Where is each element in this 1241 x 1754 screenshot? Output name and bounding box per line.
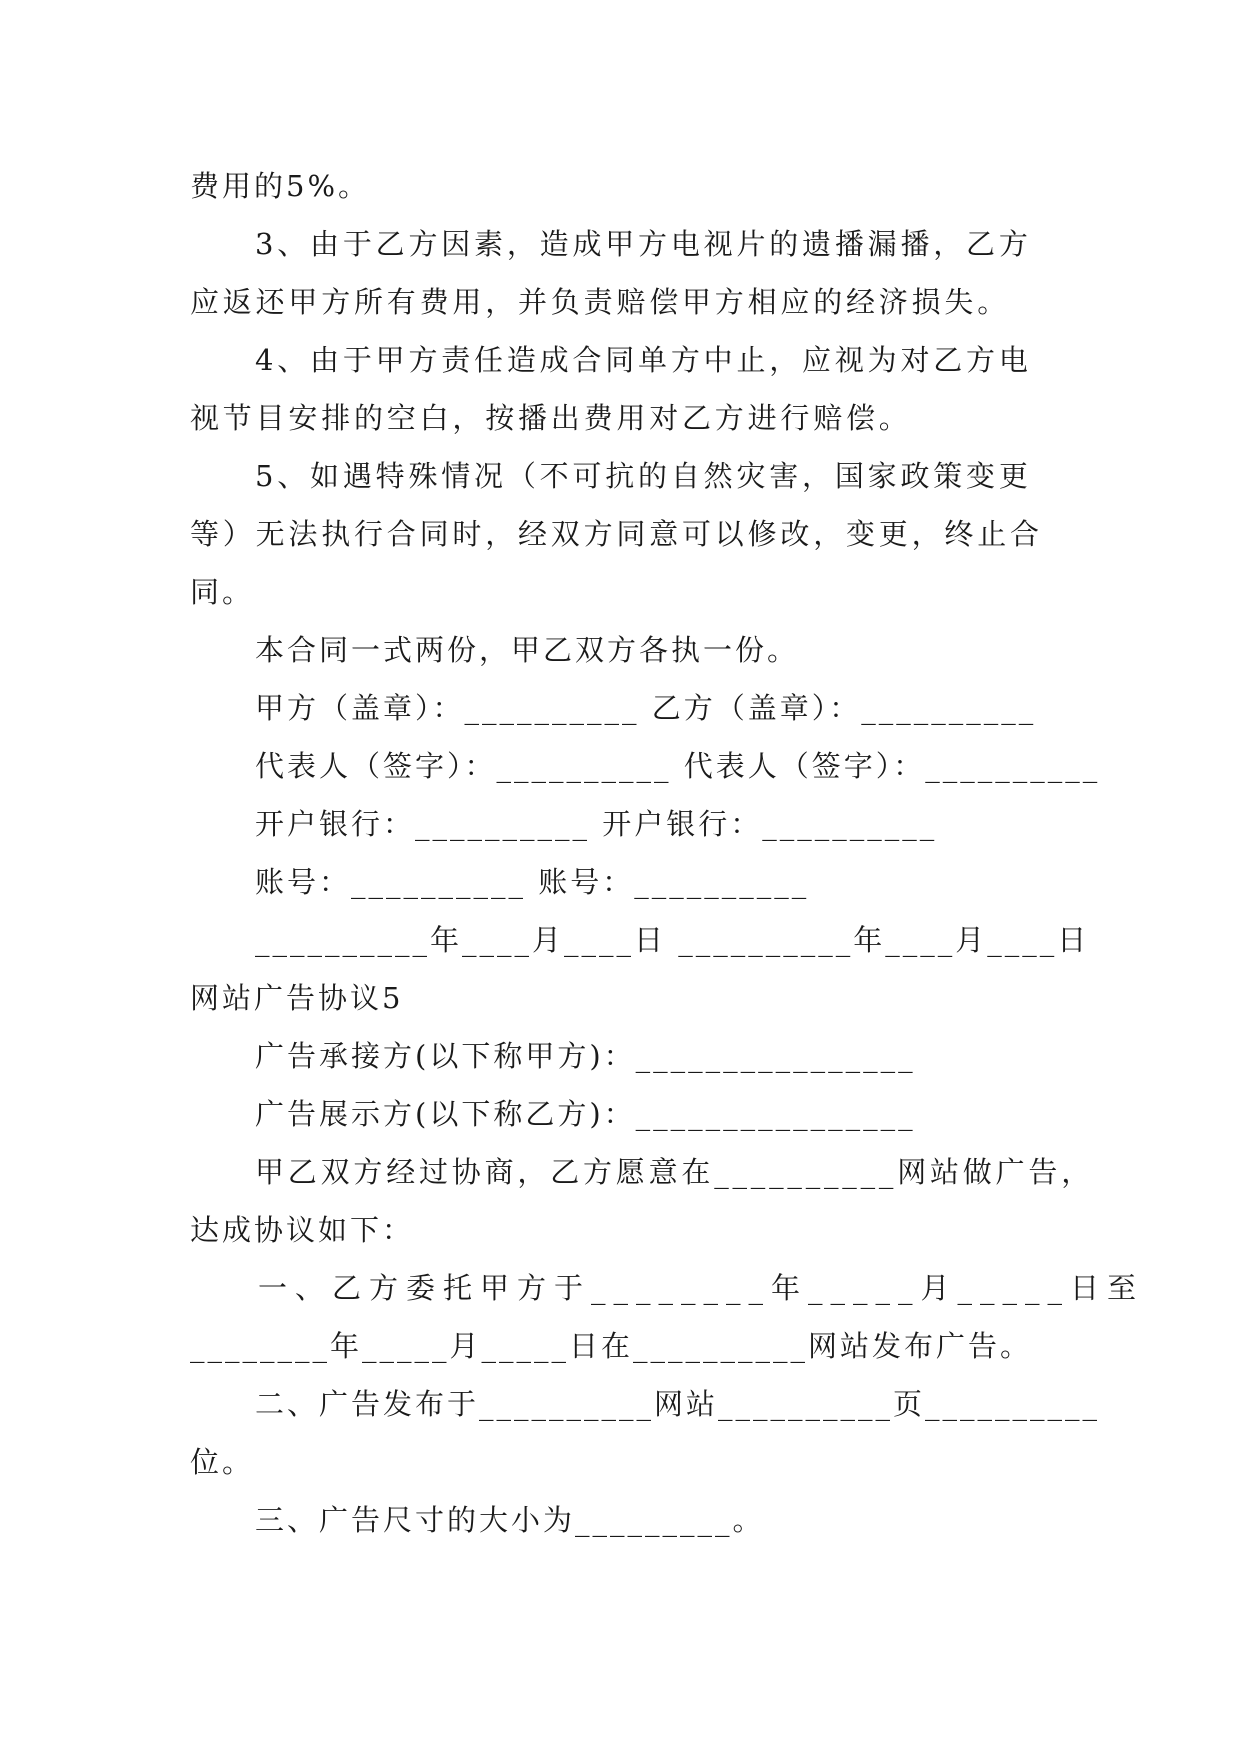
item-2-line-1: 二、广告发布于__________网站__________页__________: [255, 1387, 1101, 1421]
clause-5-line-2: 等）无法执行合同时，经双方同意可以修改，变更，终止合: [190, 517, 1043, 551]
section-heading: 网站广告协议5: [190, 981, 404, 1015]
party-a-line: 广告承接方(以下称甲方)：________________: [255, 1039, 916, 1073]
item-1-line-1: 一、乙方委托甲方于________年_____月_____日至: [258, 1271, 1145, 1305]
clause-5-line-3: 同。: [190, 575, 255, 609]
seal-line: 甲方（盖章）：__________ 乙方（盖章）：__________: [255, 691, 1037, 725]
paragraph-line: 费用的5%。: [190, 169, 371, 203]
party-b-line: 广告展示方(以下称乙方)：________________: [255, 1097, 916, 1131]
clause-5-line-1: 5、如遇特殊情况（不可抗的自然灾害，国家政策变更: [255, 459, 1032, 493]
clause-3-line-2: 应返还甲方所有费用，并负责赔偿甲方相应的经济损失。: [190, 285, 1011, 319]
copies-statement: 本合同一式两份，甲乙双方各执一份。: [255, 633, 800, 667]
agreement-intro-line-2: 达成协议如下：: [190, 1213, 415, 1247]
representative-signature-line: 代表人（签字）：__________ 代表人（签字）：__________: [255, 749, 1101, 783]
clause-3-line-1: 3、由于乙方因素，造成甲方电视片的遗播漏播，乙方: [255, 227, 1032, 261]
date-line: __________年____月____日 __________年____月____日: [255, 923, 1090, 957]
bank-line: 开户银行：__________ 开户银行：__________: [255, 807, 938, 841]
agreement-intro-line-1: 甲乙双方经过协商，乙方愿意在__________网站做广告，: [255, 1155, 1095, 1189]
account-number-line: 账号：__________ 账号：__________: [255, 865, 810, 899]
item-2-line-2: 位。: [190, 1445, 255, 1479]
clause-4-line-1: 4、由于甲方责任造成合同单方中止，应视为对乙方电: [255, 343, 1032, 377]
item-1-line-2: ________年_____月_____日在__________网站发布广告。: [190, 1329, 1033, 1363]
clause-4-line-2: 视节目安排的空白，按播出费用对乙方进行赔偿。: [190, 401, 912, 435]
item-3-line: 三、广告尺寸的大小为_________。: [255, 1503, 765, 1537]
